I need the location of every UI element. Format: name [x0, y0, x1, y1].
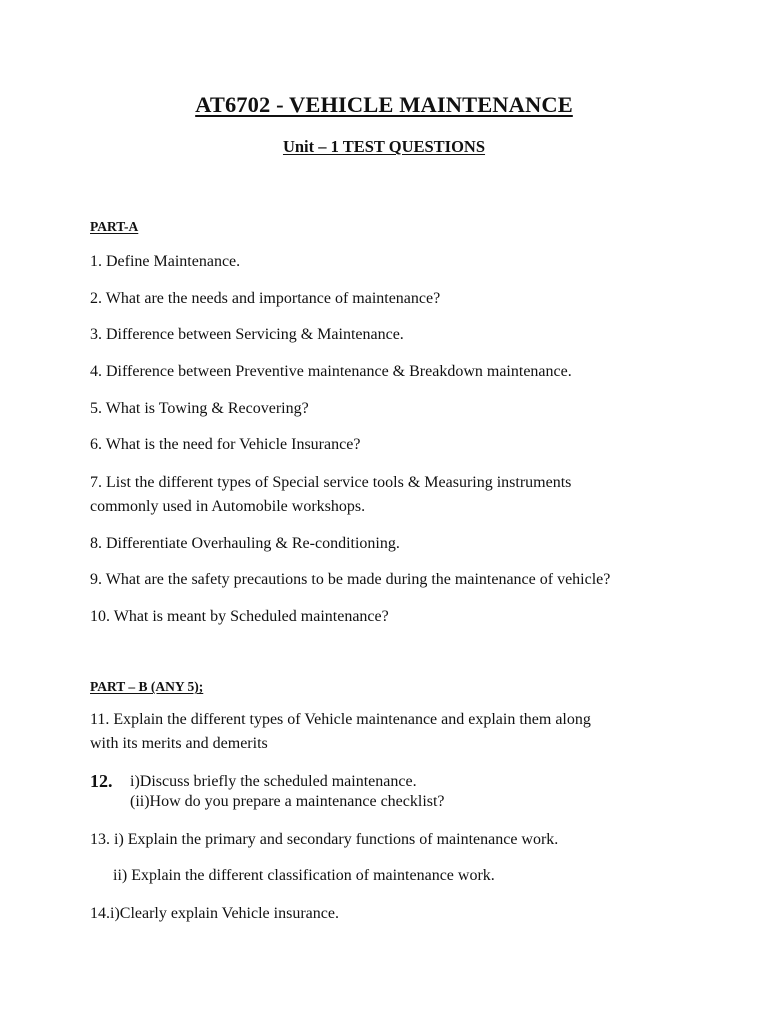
question-12-part-2: (ii)How do you prepare a maintenance checklist? — [130, 793, 445, 810]
question-2: 2. What are the needs and importance of maintenance? — [90, 290, 441, 307]
part-a-heading: PART-A — [90, 219, 139, 234]
question-8: 8. Differentiate Overhauling & Re-conditioning. — [90, 535, 400, 552]
question-14: 14.i)Clearly explain Vehicle insurance. — [90, 905, 339, 922]
question-7 — [90, 471, 690, 519]
question-4: 4. Difference between Preventive maintenance & Breakdown maintenance. — [90, 363, 572, 380]
part-b-heading: PART – B (ANY 5); — [90, 679, 204, 694]
question-7-line-1: 7. List the different types of Special service tools & Measuring instruments — [90, 474, 572, 491]
document-title: AT6702 - VEHICLE MAINTENANCE — [195, 92, 573, 117]
question-13-part-1: 13. i) Explain the primary and secondary functions of maintenance work. — [90, 831, 559, 848]
question-10: 10. What is meant by Scheduled maintenance? — [90, 608, 389, 625]
question-11-line-1: 11. Explain the different types of Vehicle maintenance and explain them along — [90, 711, 591, 728]
question-5: 5. What is Towing & Recovering? — [90, 400, 309, 417]
question-1: 1. Define Maintenance. — [90, 253, 241, 270]
question-7-line-2: commonly used in Automobile workshops. — [90, 498, 366, 515]
document-subtitle: Unit – 1 TEST QUESTIONS — [282, 137, 486, 156]
question-12-part-1: i)Discuss briefly the scheduled maintenance. — [130, 773, 417, 790]
question-9: 9. What are the safety precautions to be made during the maintenance of vehicle? — [90, 571, 611, 588]
question-6: 6. What is the need for Vehicle Insurance? — [90, 436, 361, 453]
question-12-number: 12. — [90, 771, 113, 791]
question-11 — [90, 708, 690, 756]
question-3: 3. Difference between Servicing & Maintenance. — [90, 326, 404, 343]
question-13-part-2: ii) Explain the different classification of maintenance work. — [113, 867, 495, 884]
question-11-line-2: with its merits and demerits — [90, 735, 268, 752]
